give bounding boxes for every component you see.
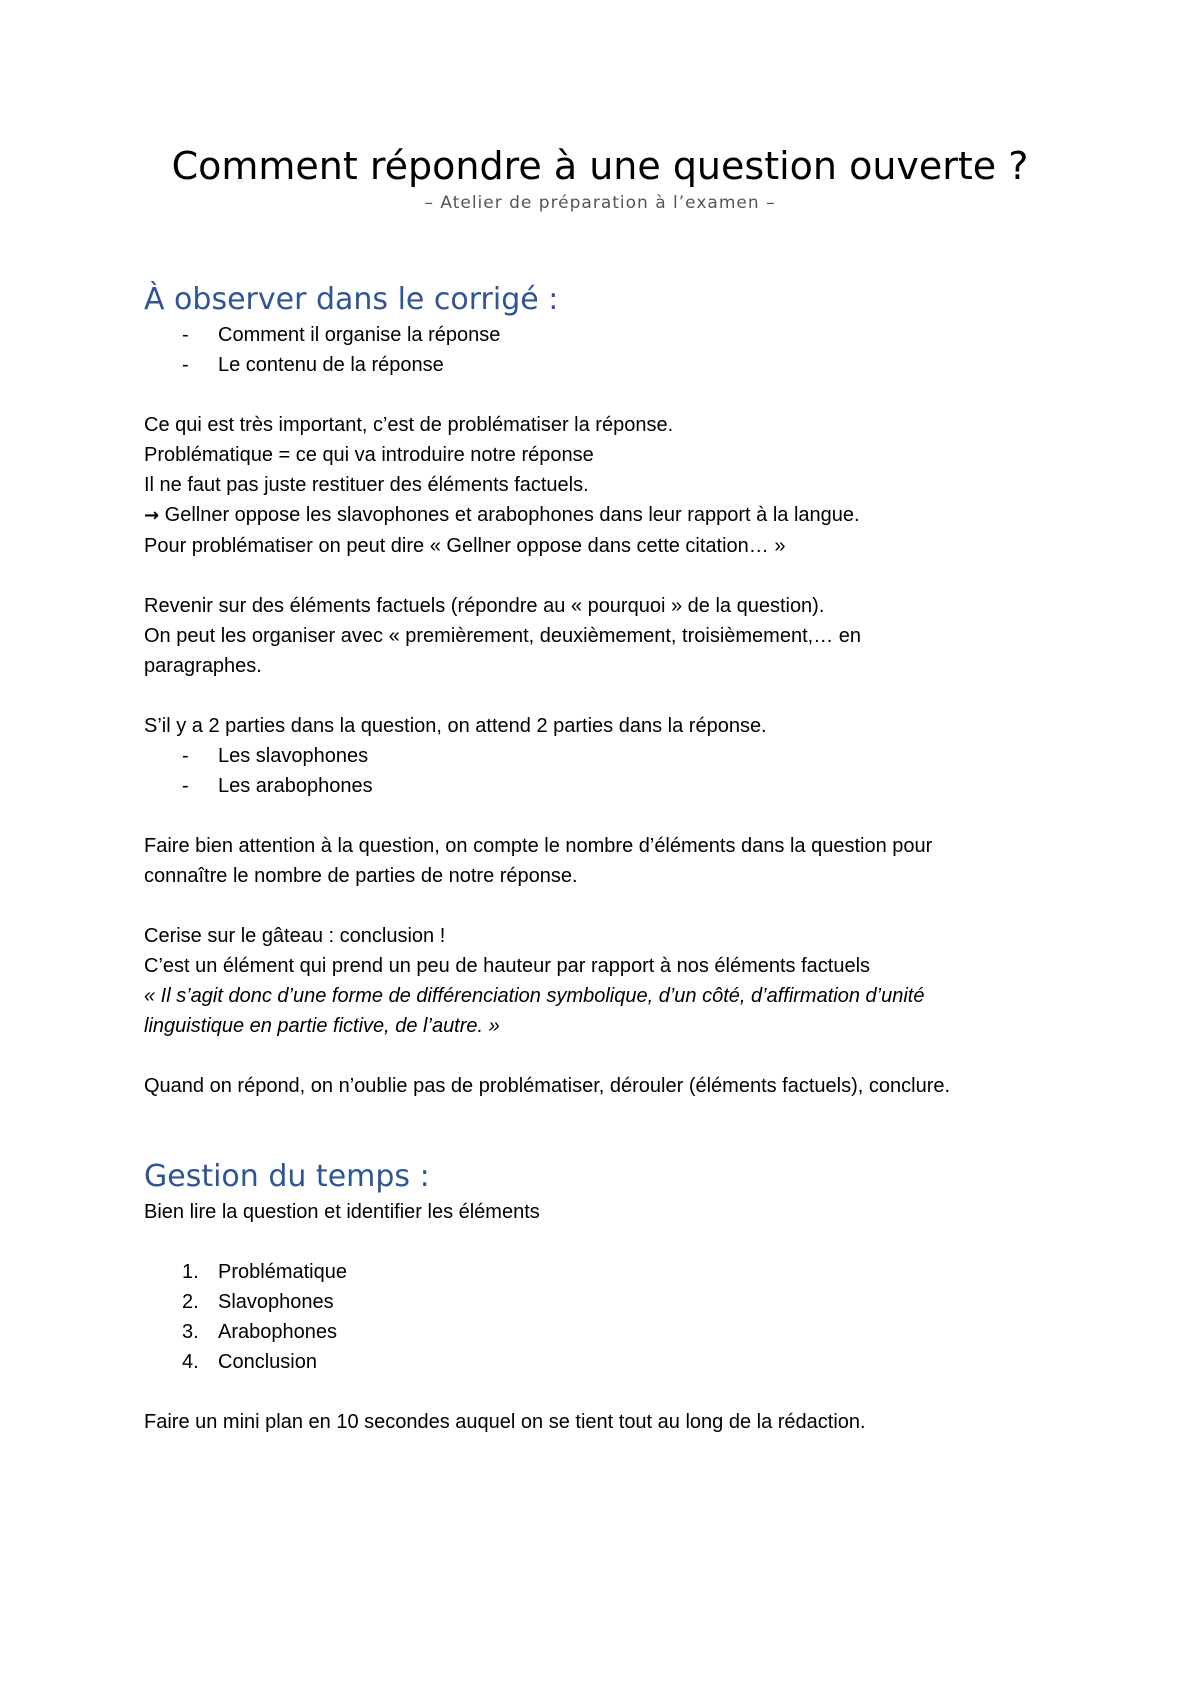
list-number: 2. [182, 1291, 199, 1313]
paragraph-line: connaître le nombre de parties de notre réponse. [144, 865, 578, 887]
list-item-text: Comment il organise la réponse [218, 324, 501, 346]
arrow-right-icon: → [144, 505, 160, 526]
document-subtitle: – Atelier de préparation à l’examen – [424, 193, 776, 213]
list-item [144, 350, 1056, 380]
paragraph-line: Il ne faut pas juste restituer des éléments factuels. [144, 474, 589, 496]
list-item [144, 320, 1056, 350]
paragraph-line: Faire un mini plan en 10 secondes auquel on se tient tout au long de la rédaction. [144, 1411, 866, 1433]
paragraph-line: Bien lire la question et identifier les éléments [144, 1201, 540, 1223]
list-item [144, 741, 1056, 771]
paragraph-line: Cerise sur le gâteau : conclusion ! [144, 925, 446, 947]
quote-line: « Il s’agit donc d’une forme de différenciation symbolique, d’un côté, d’affirmation d’unité [144, 985, 925, 1007]
section-heading-observer: À observer dans le corrigé : [144, 282, 559, 317]
list-item [144, 771, 1056, 801]
paragraph-line: S’il y a 2 parties dans la question, on attend 2 parties dans la réponse. [144, 715, 767, 737]
list-item-text: Le contenu de la réponse [218, 354, 444, 376]
arrow-line [144, 500, 1056, 531]
document-title: Comment répondre à une question ouverte ? [171, 144, 1029, 188]
list-number: 3. [182, 1321, 199, 1343]
list-number: 4. [182, 1351, 199, 1373]
bullet-list-parties [144, 741, 1056, 801]
list-number: 1. [182, 1261, 199, 1283]
bullet-list-corrige [144, 320, 1056, 380]
dash-bullet: - [182, 324, 189, 346]
paragraph-line: Revenir sur des éléments factuels (répondre au « pourquoi » de la question). [144, 595, 825, 617]
list-item-text: Les slavophones [218, 745, 369, 767]
paragraph-line: Problématique = ce qui va introduire notre réponse [144, 444, 594, 466]
dash-bullet: - [182, 354, 189, 376]
dash-bullet: - [182, 775, 189, 797]
list-item-text: Problématique [218, 1261, 347, 1283]
quote-line: linguistique en partie fictive, de l’autre. » [144, 1015, 500, 1037]
numbered-list-steps [144, 1257, 1056, 1377]
paragraph-line: Pour problématiser on peut dire « Gellner oppose dans cette citation… » [144, 535, 786, 557]
paragraph-line: Ce qui est très important, c’est de problématiser la réponse. [144, 414, 674, 436]
section-observer-body [144, 320, 1056, 1101]
list-item-text: Les arabophones [218, 775, 373, 797]
list-item-text: Slavophones [218, 1291, 334, 1313]
paragraph-line: Faire bien attention à la question, on compte le nombre d’éléments dans la question pour [144, 835, 933, 857]
section-gestion-body [144, 1197, 1056, 1437]
arrow-line-text: Gellner oppose les slavophones et arabophones dans leur rapport à la langue. [164, 504, 860, 526]
paragraph-line: C’est un élément qui prend un peu de hauteur par rapport à nos éléments factuels [144, 955, 871, 977]
paragraph-line: paragraphes. [144, 655, 262, 677]
list-item-text: Conclusion [218, 1351, 317, 1373]
list-item [144, 1317, 1056, 1347]
list-item [144, 1257, 1056, 1287]
list-item [144, 1287, 1056, 1317]
paragraph-line: On peut les organiser avec « premièrement, deuxièmement, troisièmement,… en [144, 625, 862, 647]
list-item [144, 1347, 1056, 1377]
section-heading-gestion: Gestion du temps : [144, 1159, 430, 1194]
dash-bullet: - [182, 745, 189, 767]
paragraph-line: Quand on répond, on n’oublie pas de problématiser, dérouler (éléments factuels), conclure. [144, 1075, 951, 1097]
list-item-text: Arabophones [218, 1321, 337, 1343]
